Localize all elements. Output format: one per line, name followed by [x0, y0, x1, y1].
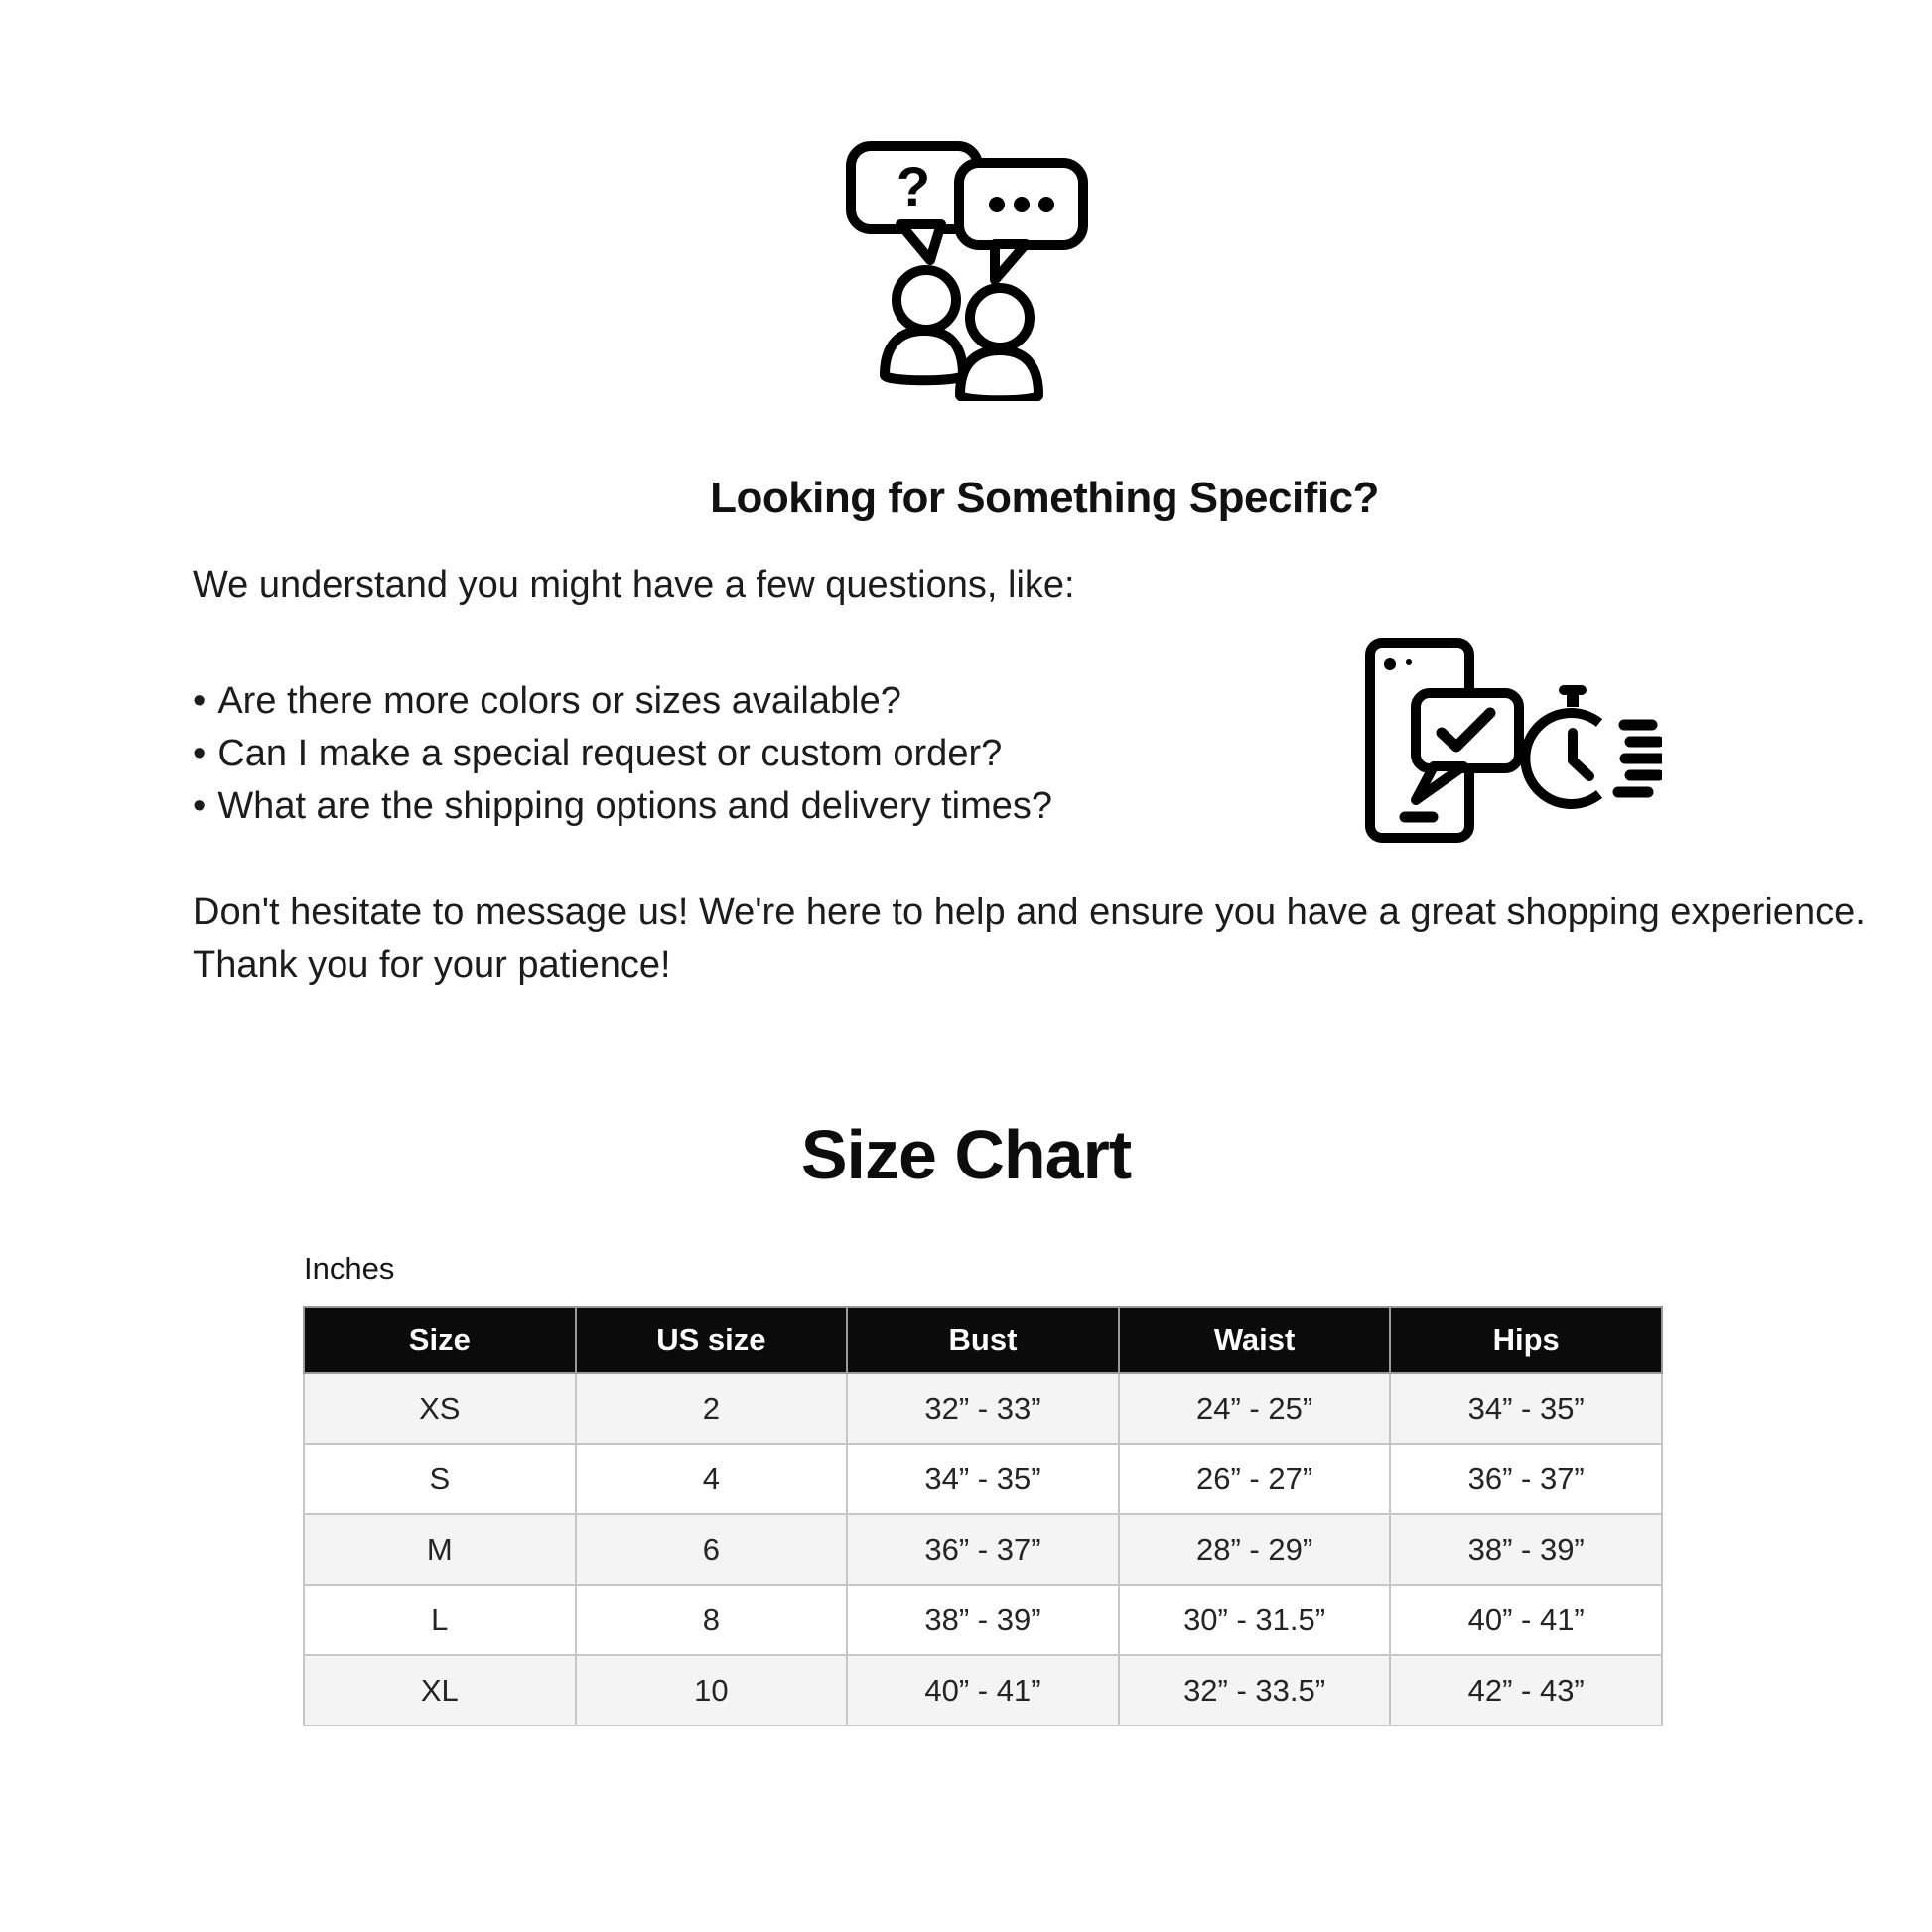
- table-cell: 38” - 39”: [847, 1585, 1119, 1655]
- table-cell: 8: [576, 1585, 848, 1655]
- intro-text: We understand you might have a few questions, like:: [193, 564, 1075, 606]
- column-header: Bust: [847, 1307, 1119, 1373]
- table-row: [304, 1514, 1662, 1585]
- header-row: [304, 1307, 1662, 1373]
- question-list: [193, 675, 1052, 833]
- column-header: Size: [304, 1307, 576, 1373]
- table-cell: 2: [576, 1373, 848, 1444]
- bullet-glyph: •: [193, 680, 207, 722]
- table-cell: 38” - 39”: [1390, 1514, 1662, 1585]
- table-cell: 32” - 33”: [847, 1373, 1119, 1444]
- table-cell: 34” - 35”: [847, 1444, 1119, 1514]
- size-chart-header: [304, 1307, 1662, 1373]
- closing-text: Don't hesitate to message us! We're here to help and ensure you have a great shopping experience. Thank you for your patience!: [193, 892, 1865, 986]
- table-cell: 40” - 41”: [847, 1655, 1119, 1725]
- table-cell: XL: [304, 1655, 576, 1725]
- dot: [1014, 197, 1030, 212]
- bullet-glyph: •: [193, 785, 207, 827]
- bullet-glyph: •: [193, 733, 207, 774]
- phone-quick-reply-icon: [1364, 637, 1662, 868]
- table-cell: 6: [576, 1514, 848, 1585]
- table-cell: M: [304, 1514, 576, 1585]
- chat-question-icon: [846, 141, 1088, 401]
- size-chart-body: [304, 1373, 1662, 1725]
- size-chart-title: Size Chart: [800, 1116, 1132, 1193]
- table-cell: 28” - 29”: [1119, 1514, 1391, 1585]
- dot: [1038, 197, 1054, 212]
- table-cell: L: [304, 1585, 576, 1655]
- table-cell: 4: [576, 1444, 848, 1514]
- table-cell: 36” - 37”: [847, 1514, 1119, 1585]
- column-header: Hips: [1390, 1307, 1662, 1373]
- question-text: Are there more colors or sizes available?: [217, 680, 901, 722]
- question-text: What are the shipping options and delivery times?: [217, 785, 1053, 827]
- table-cell: 24” - 25”: [1119, 1373, 1391, 1444]
- table-cell: 30” - 31.5”: [1119, 1585, 1391, 1655]
- question-text: Can I make a special request or custom order?: [217, 733, 1003, 774]
- table-cell: 34” - 35”: [1390, 1373, 1662, 1444]
- table-row: [304, 1655, 1662, 1725]
- table-row: [304, 1585, 1662, 1655]
- table-cell: 42” - 43”: [1390, 1655, 1662, 1725]
- size-chart-table: [303, 1306, 1663, 1726]
- question-item: [193, 728, 1052, 780]
- table-row: [304, 1444, 1662, 1514]
- table-cell: 32” - 33.5”: [1119, 1655, 1391, 1725]
- table-cell: 36” - 37”: [1390, 1444, 1662, 1514]
- column-header: US size: [576, 1307, 848, 1373]
- question-mark-glyph: ?: [896, 155, 931, 217]
- table-cell: 10: [576, 1655, 848, 1725]
- unit-label: Inches: [304, 1251, 395, 1286]
- table-cell: 26” - 27”: [1119, 1444, 1391, 1514]
- question-item: [193, 780, 1052, 833]
- column-header: Waist: [1119, 1307, 1391, 1373]
- dot: [989, 197, 1005, 212]
- question-item: [193, 675, 1052, 728]
- table-cell: 40” - 41”: [1390, 1585, 1662, 1655]
- table-row: [304, 1373, 1662, 1444]
- table-cell: XS: [304, 1373, 576, 1444]
- table-cell: S: [304, 1444, 576, 1514]
- section-heading: Looking for Something Specific?: [710, 474, 1379, 522]
